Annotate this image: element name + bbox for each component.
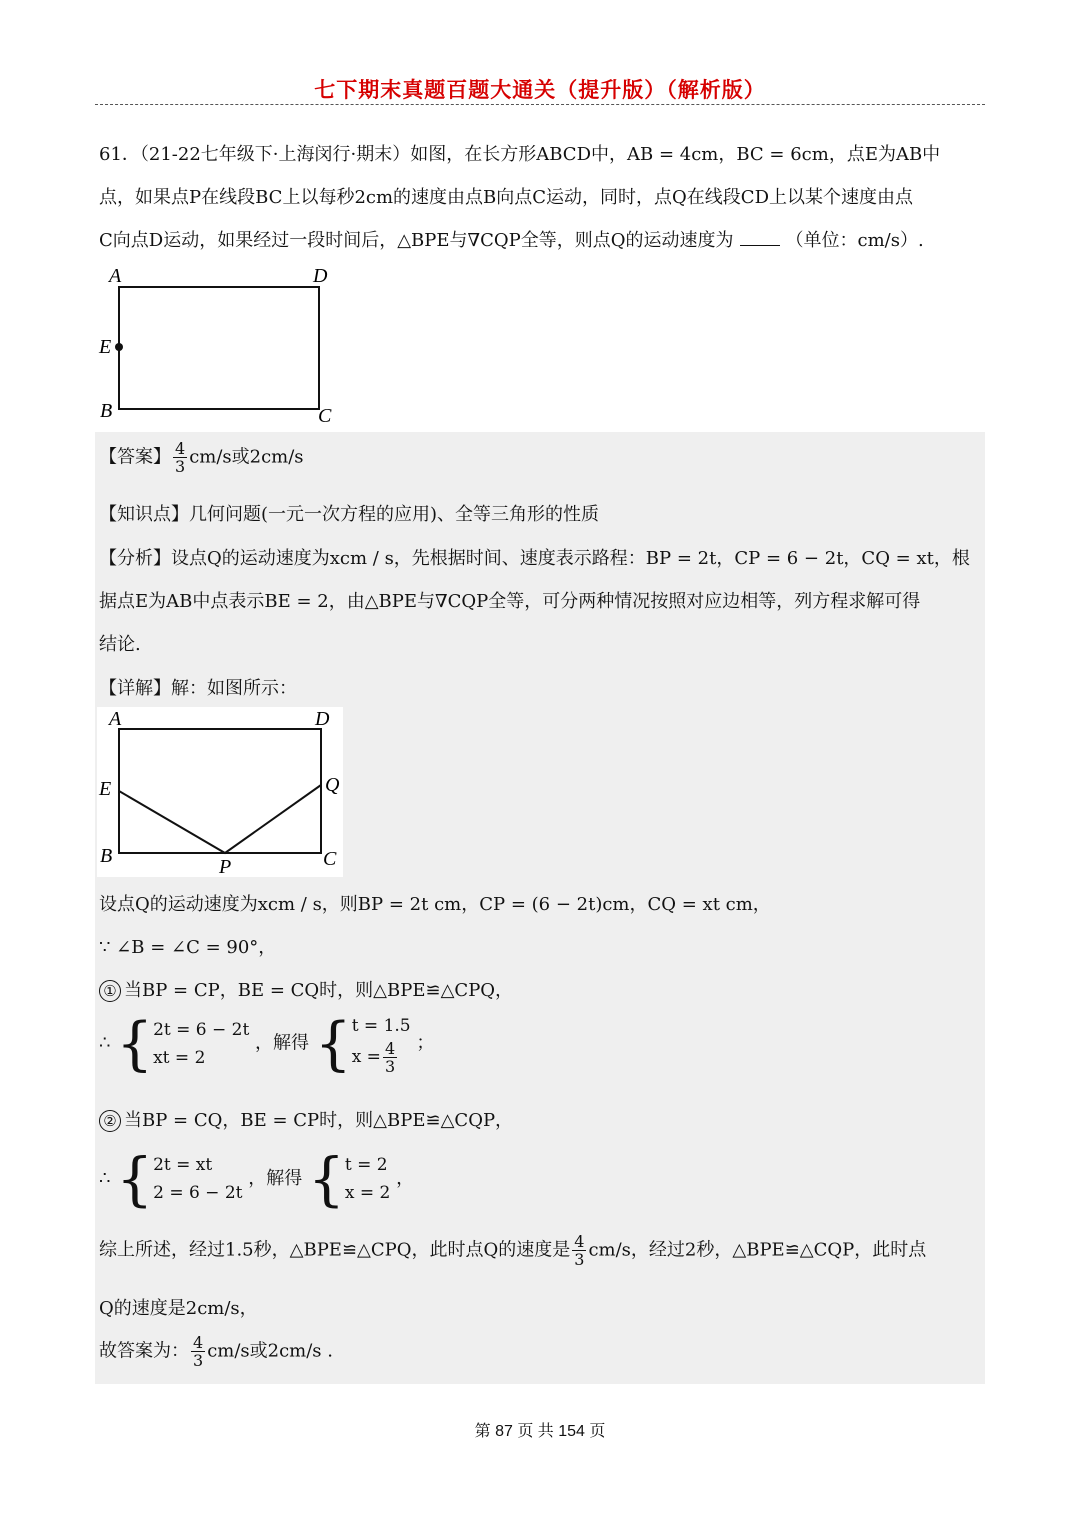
case-1-equations (153, 1016, 249, 1072)
case-1-system (99, 1009, 435, 1078)
label-d: D (313, 265, 328, 287)
detail-step-1: 设点Q的运动速度为xcm / s，则BP = 2t cm，CP = (6 − 2t)cm，CQ = xt cm， (99, 894, 771, 915)
label-c: C (318, 405, 332, 427)
analysis-label: 【分析】 (99, 548, 171, 569)
problem-line-2: 点，如果点P在线段BC上以每秒2cm的速度由点B向点C运动，同时，点Q在线段CD上以某个速度由点 (99, 187, 914, 208)
answer-line (99, 440, 304, 475)
case-1-sol-2: x = $\frac{4}{3}$ (351, 1039, 396, 1076)
case-1-sol-1: t = 1.5 (351, 1016, 411, 1036)
problem-line-3-unit: （单位：cm/s）. (785, 230, 924, 251)
figure-background (97, 707, 343, 877)
case-2-eq-2: 2 = 6 − 2t (153, 1183, 243, 1203)
figure-solution-diagram (97, 707, 343, 877)
summary-text-a: 综上所述，经过1.5秒，△BPE≌△CPQ，此时点Q的速度是 (99, 1239, 571, 1261)
detail-step-2: ∵ ∠B = ∠C = 90°， (99, 937, 277, 958)
label-q-2: Q (325, 774, 340, 796)
case-1-eq-1: 2t = 6 − 2t (153, 1019, 250, 1040)
analysis-text-1: 设点Q的运动速度为xcm / s，先根据时间、速度表示路程：BP = 2t，CP = 6 − 2t，CQ = xt，根 (171, 548, 970, 569)
knowledge-line (99, 500, 599, 526)
case-2-solve-text: ，解得 (248, 1168, 303, 1189)
problem-line-1: 61．（21-22七年级下·上海闵行·期末）如图，在长方形ABCD中，AB = 4cm，BC = 6cm，点E为AB中 (99, 144, 941, 165)
case-2-marker: ② (99, 1110, 121, 1132)
label-d-2: D (315, 708, 330, 730)
brace-1: { (116, 1009, 154, 1078)
summary-line-2: Q的速度是2cm/s， (99, 1298, 258, 1319)
case-2-end: ， (396, 1168, 415, 1189)
detail-intro: 解：如图所示： (171, 678, 297, 699)
header-divider (95, 104, 985, 105)
therefore-symbol-2: ∴ (99, 1168, 111, 1189)
answer-text: cm/s或2cm/s (189, 446, 304, 468)
case-2-sol-1: t = 2 (344, 1155, 388, 1175)
case-1-sol-fraction: $\frac{4}{3}$ (384, 1039, 396, 1076)
case-2-text: 当BP = CQ，BE = CP时，则△BPE≌△CQP， (124, 1110, 514, 1131)
problem-line-3 (99, 226, 924, 252)
case-2-sol-2: x = 2 (344, 1183, 391, 1203)
detail-label: 【详解】 (99, 678, 171, 699)
label-c-2: C (323, 848, 337, 870)
knowledge-label: 【知识点】 (99, 504, 189, 525)
brace-2: { (314, 1009, 352, 1078)
answer-label: 【答案】 (99, 446, 171, 468)
case-1-eq-2: xt = 2 (153, 1047, 206, 1068)
case-2-line (99, 1106, 513, 1132)
final-answer-line (99, 1334, 333, 1369)
answer-fraction: $\frac{4}{3}$ (175, 439, 186, 476)
label-b: B (100, 400, 113, 422)
case-1-line (99, 976, 513, 1002)
case-1-solve-text: ，解得 (255, 1032, 310, 1054)
case-2-equations (153, 1151, 242, 1207)
label-a: A (109, 265, 122, 287)
knowledge-text: 几何问题(一元一次方程的应用)、全等三角形的性质 (189, 504, 600, 525)
label-e: E (99, 336, 112, 358)
point-e-dot (115, 343, 123, 351)
label-p-2: P (219, 856, 232, 877)
rectangle-abcd (119, 287, 319, 409)
case-2-eq-1: 2t = xt (153, 1155, 213, 1175)
final-text: cm/s或2cm/s . (207, 1340, 333, 1362)
case-2-system (99, 1145, 415, 1213)
analysis-line-1 (99, 544, 970, 570)
final-label: 故答案为： (99, 1340, 189, 1362)
answer-blank (740, 245, 780, 246)
final-fraction: $\frac{4}{3}$ (193, 1333, 204, 1370)
detail-line (99, 674, 297, 700)
case-1-text: 当BP = CP，BE = CQ时，则△BPE≌△CPQ， (124, 980, 514, 1001)
label-e-2: E (99, 778, 112, 800)
page-footer: 第 87 页 共 154 页 (474, 1423, 606, 1440)
case-1-end: ； (416, 1032, 435, 1054)
case-1-solution (352, 1012, 411, 1075)
brace-4: { (307, 1145, 345, 1213)
summary-line-1 (99, 1233, 926, 1268)
case-1-marker: ① (99, 980, 121, 1002)
brace-3: { (116, 1145, 154, 1213)
label-a-2: A (109, 708, 122, 730)
therefore-symbol-1: ∴ (99, 1032, 111, 1054)
figure-rectangle-abcd (95, 262, 355, 430)
label-b-2: B (100, 845, 113, 867)
summary-text-b: cm/s，经过2秒，△BPE≌△CQP，此时点 (588, 1239, 927, 1261)
case-2-solution (345, 1151, 390, 1207)
analysis-line-2: 据点E为AB中点表示BE = 2，由△BPE与∇CQP全等，可分两种情况按照对应边相等，列方程求解可得 (99, 591, 921, 612)
problem-line-3-text: C向点D运动，如果经过一段时间后，△BPE与∇CQP全等，则点Q的运动速度为 (99, 230, 734, 251)
summary-fraction: $\frac{4}{3}$ (574, 1232, 585, 1269)
analysis-line-3: 结论. (99, 634, 141, 655)
document-header: 七下期末真题百题大通关（提升版）（解析版） (314, 77, 766, 102)
